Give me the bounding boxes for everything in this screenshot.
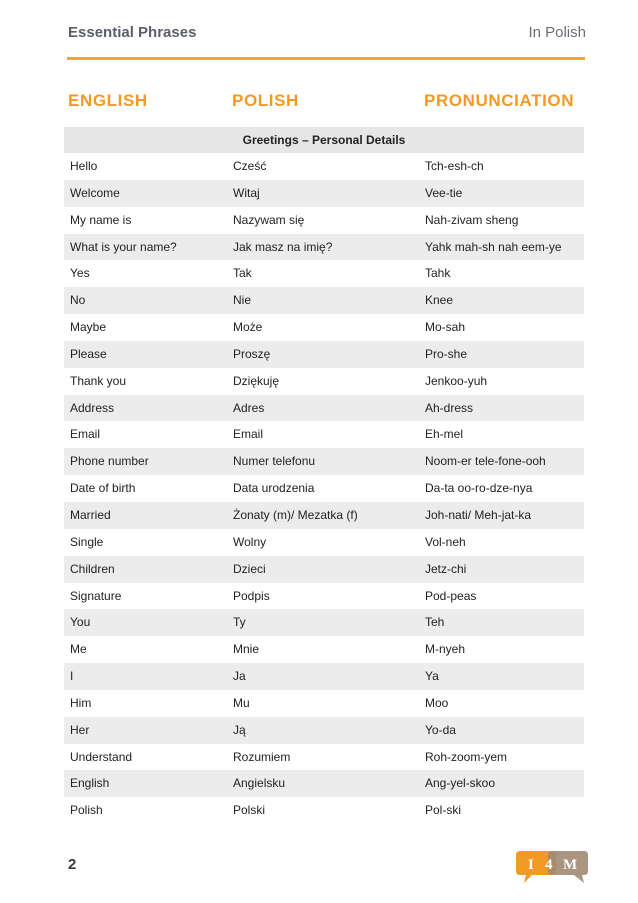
cell-english: Please xyxy=(70,346,107,361)
logo-letter-i: I xyxy=(528,857,534,873)
table-row xyxy=(64,663,584,690)
cell-polish: Rozumiem xyxy=(233,749,291,764)
table-row xyxy=(64,368,584,395)
cell-pronunciation: Jetz-chi xyxy=(425,561,467,576)
cell-polish: Proszę xyxy=(233,346,271,361)
cell-english: Married xyxy=(70,507,111,522)
cell-english: Thank you xyxy=(70,373,127,388)
cell-english: Signature xyxy=(70,588,122,603)
cell-polish: Ją xyxy=(233,722,246,737)
cell-english: Her xyxy=(70,722,90,737)
cell-polish: Ja xyxy=(233,669,246,684)
cell-polish: Dzieci xyxy=(233,561,266,576)
cell-pronunciation: Moo xyxy=(425,695,449,710)
cell-polish: Numer telefonu xyxy=(233,454,316,469)
cell-pronunciation: Knee xyxy=(425,293,454,308)
table-row xyxy=(64,448,584,475)
cell-pronunciation: Joh-nati/ Meh-jat-ka xyxy=(425,507,532,522)
cell-pronunciation: Da-ta oo-ro-dze-nya xyxy=(425,481,533,496)
table-row xyxy=(64,556,584,583)
table-row xyxy=(64,421,584,448)
cell-english: Address xyxy=(70,400,115,415)
page-header xyxy=(68,22,586,48)
cell-polish: Email xyxy=(233,427,264,442)
cell-polish: Mu xyxy=(233,695,250,710)
table-row xyxy=(64,475,584,502)
cell-english: My name is xyxy=(70,212,132,227)
cell-pronunciation: Eh-mel xyxy=(425,427,464,442)
page-number: 2 xyxy=(68,856,77,873)
cell-english: No xyxy=(70,293,86,308)
cell-pronunciation: Vol-neh xyxy=(425,534,466,549)
cell-pronunciation: Yo-da xyxy=(425,722,456,737)
cell-polish: Żonaty (m)/ Mezatka (f) xyxy=(233,507,358,522)
cell-english: Me xyxy=(70,642,87,657)
cell-pronunciation: Pod-peas xyxy=(425,588,477,603)
header-divider xyxy=(67,57,585,60)
cell-english: Date of birth xyxy=(70,481,136,496)
cell-polish: Witaj xyxy=(233,185,260,200)
cell-english: English xyxy=(70,776,110,791)
cell-polish: Nie xyxy=(233,293,252,308)
cell-pronunciation: M-nyeh xyxy=(425,642,466,657)
cell-polish: Tak xyxy=(233,266,252,281)
logo-letter-m: M xyxy=(563,857,578,873)
cell-polish: Mnie xyxy=(233,642,260,657)
cell-english: What is your name? xyxy=(70,239,177,254)
cell-polish: Angielsku xyxy=(233,776,286,791)
cell-english: Yes xyxy=(70,266,90,281)
cell-polish: Ty xyxy=(233,615,246,630)
logo-digit: 4 xyxy=(545,857,553,873)
table-row xyxy=(64,797,584,824)
table-row xyxy=(64,744,584,771)
section-title: Greetings – Personal Details xyxy=(64,127,584,153)
table-row xyxy=(64,234,584,261)
cell-polish: Cześć xyxy=(233,159,267,173)
cell-pronunciation: Tch-esh-ch xyxy=(425,159,484,173)
cell-english: Polish xyxy=(70,803,103,818)
cell-polish: Dziękuję xyxy=(233,373,280,388)
cell-polish: Jak masz na imię? xyxy=(233,239,333,254)
table-row xyxy=(64,153,584,180)
column-heading-polish: POLISH xyxy=(232,91,299,110)
table-row xyxy=(64,609,584,636)
cell-pronunciation: Noom-er tele-fone-ooh xyxy=(425,454,546,469)
table-row xyxy=(64,180,584,207)
table-row xyxy=(64,395,584,422)
table-row xyxy=(64,717,584,744)
cell-english: Maybe xyxy=(70,320,107,335)
cell-english: Him xyxy=(70,695,92,710)
phrase-table xyxy=(64,127,584,824)
cell-polish: Adres xyxy=(233,400,265,415)
table-row xyxy=(64,260,584,287)
table-row xyxy=(64,529,584,556)
cell-pronunciation: Ya xyxy=(425,669,439,684)
cell-polish: Nazywam się xyxy=(233,212,305,227)
column-heading-english: ENGLISH xyxy=(68,91,148,110)
cell-polish: Polski xyxy=(233,803,266,818)
cell-english: Understand xyxy=(70,749,133,764)
column-heading-pronunciation: PRONUNCIATION xyxy=(424,91,575,110)
cell-pronunciation: Roh-zoom-yem xyxy=(425,749,508,764)
table-row xyxy=(64,287,584,314)
cell-pronunciation: Vee-tie xyxy=(425,185,463,200)
cell-english: Phone number xyxy=(70,454,149,469)
cell-english: Single xyxy=(70,534,104,549)
cell-english: Children xyxy=(70,561,115,576)
cell-pronunciation: Pro-she xyxy=(425,346,468,361)
column-headings xyxy=(68,91,586,115)
cell-polish: Data urodzenia xyxy=(233,481,315,496)
logo xyxy=(516,847,588,889)
header-title: Essential Phrases xyxy=(68,24,197,41)
cell-pronunciation: Teh xyxy=(425,615,445,630)
table-row xyxy=(64,770,584,797)
cell-english: Welcome xyxy=(70,185,120,200)
cell-english: You xyxy=(70,615,91,630)
cell-english: Hello xyxy=(70,159,98,173)
table-row xyxy=(64,207,584,234)
cell-pronunciation: Tahk xyxy=(425,266,451,281)
cell-pronunciation: Pol-ski xyxy=(425,803,462,818)
cell-english: Email xyxy=(70,427,101,442)
table-row xyxy=(64,502,584,529)
cell-pronunciation: Nah-zivam sheng xyxy=(425,212,519,227)
table-row xyxy=(64,690,584,717)
cell-polish: Wolny xyxy=(233,534,267,549)
table-row xyxy=(64,341,584,368)
table-row xyxy=(64,583,584,610)
cell-pronunciation: Yahk mah-sh nah eem-ye xyxy=(425,239,562,254)
cell-polish: Podpis xyxy=(233,588,270,603)
cell-pronunciation: Mo-sah xyxy=(425,320,466,335)
table-row xyxy=(64,314,584,341)
cell-polish: Może xyxy=(233,320,263,335)
cell-pronunciation: Ang-yel-skoo xyxy=(425,776,496,791)
header-language: In Polish xyxy=(528,24,586,41)
cell-english: I xyxy=(70,669,74,684)
cell-pronunciation: Jenkoo-yuh xyxy=(425,373,488,388)
table-row xyxy=(64,636,584,663)
cell-pronunciation: Ah-dress xyxy=(425,400,474,415)
